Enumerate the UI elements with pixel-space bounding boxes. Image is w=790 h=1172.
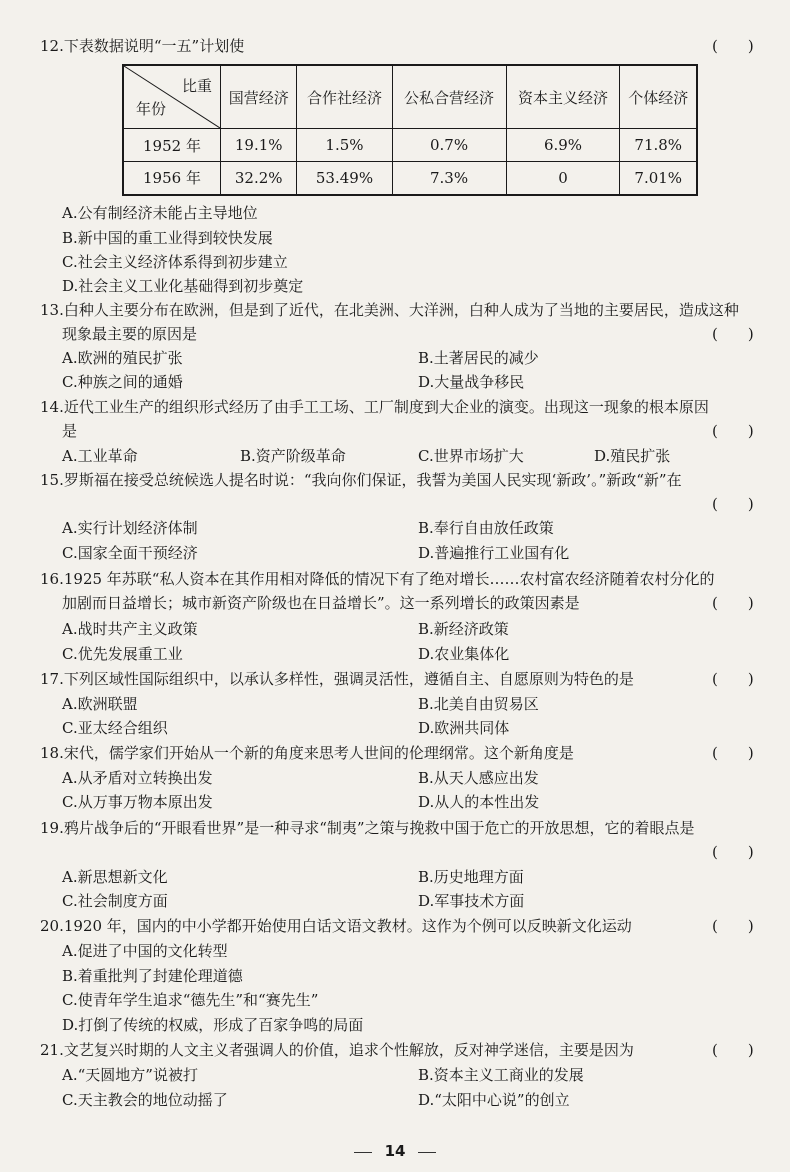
- q21-answer-paren: ( ): [712, 1041, 754, 1059]
- q14-option-b[interactable]: B.资产阶级革命: [240, 447, 346, 465]
- table-cell: 7.3%: [392, 162, 506, 195]
- q17-option-a[interactable]: A.欧洲联盟: [62, 695, 138, 713]
- q15-answer-paren: ( ): [712, 495, 754, 513]
- column-header: 国营经济: [221, 65, 297, 129]
- q12-option-a[interactable]: A.公有制经济未能占主导地位: [62, 204, 258, 222]
- q16-stem-line2: 加剧而日益增长；城市新资产阶级也在日益增长”。这一系列增长的政策因素是: [62, 594, 580, 612]
- table-cell: 71.8%: [620, 129, 697, 162]
- table-row: [123, 162, 697, 195]
- q14-answer-paren: ( ): [712, 422, 754, 440]
- q16-option-d[interactable]: D.农业集体化: [418, 645, 510, 663]
- q15-stem-line1: 15.罗斯福在接受总统候选人提名时说：“我向你们保证，我誓为美国人民实现‘新政’。”新政“新”在: [40, 471, 682, 489]
- table-cell: 32.2%: [221, 162, 297, 195]
- footer-dash-right: [418, 1152, 436, 1153]
- q20-option-a[interactable]: A.促进了中国的文化转型: [62, 942, 228, 960]
- q15-option-d[interactable]: D.普遍推行工业国有化: [418, 544, 570, 562]
- q19-option-a[interactable]: A.新思想新文化: [62, 868, 168, 886]
- table-corner-cell: [123, 65, 221, 129]
- q14-option-d[interactable]: D.殖民扩张: [594, 447, 671, 465]
- q12-option-d[interactable]: D.社会主义工业化基础得到初步奠定: [62, 277, 304, 295]
- table-cell: 0.7%: [392, 129, 506, 162]
- q20-option-b[interactable]: B.着重批判了封建伦理道德: [62, 967, 243, 985]
- q18-option-b[interactable]: B.从天人感应出发: [418, 769, 539, 787]
- q21-option-c[interactable]: C.天主教会的地位动摇了: [62, 1091, 228, 1109]
- q13-option-c[interactable]: C.种族之间的通婚: [62, 373, 183, 391]
- corner-label-year: 年份: [136, 100, 167, 118]
- q21-stem-line1: 21.文艺复兴时期的人文主义者强调人的价值，追求个性解放，反对神学迷信，主要是因为: [40, 1041, 634, 1059]
- page-number: 14: [384, 1142, 406, 1160]
- column-header: 公私合营经济: [392, 65, 506, 129]
- q13-option-b[interactable]: B.土著居民的减少: [418, 349, 539, 367]
- q13-answer-paren: ( ): [712, 325, 754, 343]
- q20-answer-paren: ( ): [712, 917, 754, 935]
- table-cell: 1.5%: [297, 129, 392, 162]
- q20-option-d[interactable]: D.打倒了传统的权威，形成了百家争鸣的局面: [62, 1016, 364, 1034]
- q18-option-d[interactable]: D.从人的本性出发: [418, 793, 540, 811]
- q12-data-table: [122, 64, 698, 196]
- q20-option-c[interactable]: C.使青年学生追求“德先生”和“赛先生”: [62, 991, 319, 1009]
- table-cell: 19.1%: [221, 129, 297, 162]
- q15-option-b[interactable]: B.奉行自由放任政策: [418, 519, 554, 537]
- q17-option-c[interactable]: C.亚太经合组织: [62, 719, 168, 737]
- q15-option-a[interactable]: A.实行计划经济体制: [62, 519, 198, 537]
- q21-option-b[interactable]: B.资本主义工商业的发展: [418, 1066, 584, 1084]
- q14-stem-line1: 14.近代工业生产的组织形式经历了由手工工场、工厂制度到大企业的演变。出现这一现象的根本原因: [40, 398, 709, 416]
- q17-option-d[interactable]: D.欧洲共同体: [418, 719, 510, 737]
- q18-answer-paren: ( ): [712, 744, 754, 762]
- q16-stem-line1: 16.1925 年苏联“私人资本在其作用相对降低的情况下有了绝对增长……农村富农经济随着农村分化的: [40, 570, 715, 588]
- footer-dash-left: [354, 1152, 372, 1153]
- q19-option-c[interactable]: C.社会制度方面: [62, 892, 168, 910]
- row-year: 1952 年: [123, 129, 221, 162]
- q14-stem-line2: 是: [62, 422, 78, 440]
- table-cell: 53.49%: [297, 162, 392, 195]
- q16-answer-paren: ( ): [712, 594, 754, 612]
- column-header: 资本主义经济: [506, 65, 620, 129]
- table-row: [123, 129, 697, 162]
- page-footer: [0, 1142, 790, 1160]
- q13-option-a[interactable]: A.欧洲的殖民扩张: [62, 349, 183, 367]
- row-year: 1956 年: [123, 162, 221, 195]
- q13-stem-line2: 现象最主要的原因是: [62, 325, 198, 343]
- q13-option-d[interactable]: D.大量战争移民: [418, 373, 525, 391]
- q14-option-a[interactable]: A.工业革命: [62, 447, 138, 465]
- q12-stem: 12.下表数据说明“一五”计划使: [40, 37, 245, 55]
- corner-label-ratio: 比重: [181, 77, 212, 95]
- q18-stem-line1: 18.宋代，儒学家们开始从一个新的角度来思考人世间的伦理纲常。这个新角度是: [40, 744, 574, 762]
- q13-stem-line1: 13.白种人主要分布在欧洲，但是到了近代，在北美洲、大洋洲，白种人成为了当地的主要居民，造成这种: [40, 301, 739, 319]
- table-cell: 6.9%: [506, 129, 620, 162]
- column-header: 个体经济: [620, 65, 697, 129]
- q16-option-c[interactable]: C.优先发展重工业: [62, 645, 183, 663]
- q19-option-b[interactable]: B.历史地理方面: [418, 868, 524, 886]
- q12-option-b[interactable]: B.新中国的重工业得到较快发展: [62, 229, 273, 247]
- q16-option-a[interactable]: A.战时共产主义政策: [62, 620, 198, 638]
- q18-option-c[interactable]: C.从万事万物本原出发: [62, 793, 213, 811]
- q17-option-b[interactable]: B.北美自由贸易区: [418, 695, 539, 713]
- table-cell: 0: [506, 162, 620, 195]
- q12-option-c[interactable]: C.社会主义经济体系得到初步建立: [62, 253, 288, 271]
- q20-stem-line1: 20.1920 年，国内的中小学都开始使用白话文语文教材。这作为个例可以反映新文化运动: [40, 917, 632, 935]
- q19-answer-paren: ( ): [712, 843, 754, 861]
- q17-answer-paren: ( ): [712, 670, 754, 688]
- table-cell: 7.01%: [620, 162, 697, 195]
- q12-answer-paren: ( ): [712, 37, 754, 55]
- q17-stem-line1: 17.下列区域性国际组织中，以承认多样性，强调灵活性，遵循自主、自愿原则为特色的是: [40, 670, 634, 688]
- q15-option-c[interactable]: C.国家全面干预经济: [62, 544, 198, 562]
- q21-option-a[interactable]: A.“天圆地方”说被打: [62, 1066, 198, 1084]
- q19-option-d[interactable]: D.军事技术方面: [418, 892, 525, 910]
- table-header-row: [123, 65, 697, 129]
- q21-option-d[interactable]: D.“太阳中心说”的创立: [418, 1091, 570, 1109]
- q19-stem-line1: 19.鸦片战争后的“开眼看世界”是一种寻求“制夷”之策与挽救中国于危亡的开放思想，它的着眼点是: [40, 819, 695, 837]
- q16-option-b[interactable]: B.新经济政策: [418, 620, 509, 638]
- column-header: 合作社经济: [297, 65, 392, 129]
- q14-option-c[interactable]: C.世界市场扩大: [418, 447, 524, 465]
- q18-option-a[interactable]: A.从矛盾对立转换出发: [62, 769, 213, 787]
